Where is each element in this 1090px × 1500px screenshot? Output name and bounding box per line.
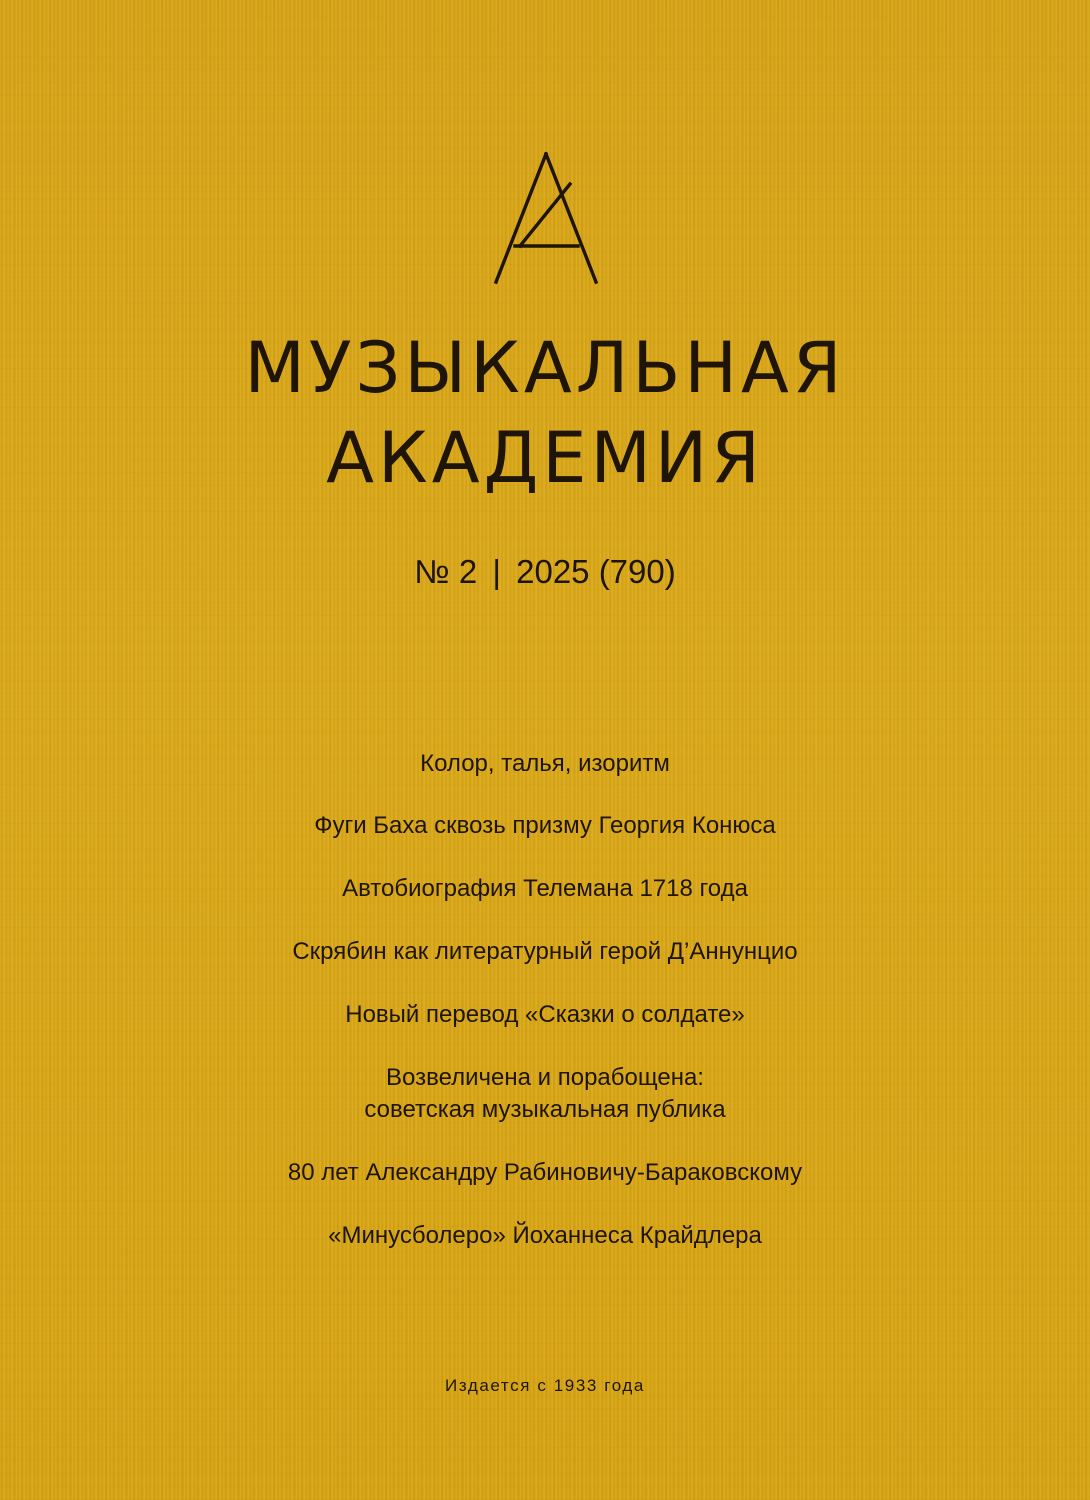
issue-separator: | (492, 553, 501, 590)
contents-item-4: Скрябин как литературный герой Д’Аннунцио (292, 938, 798, 965)
published-since: Издается с 1933 года (445, 1376, 645, 1395)
issue-number: № 2 (414, 553, 478, 590)
contents-item-3: Автобиография Телемана 1718 года (342, 875, 748, 902)
issue-info (0, 552, 1090, 592)
issue-year: 2025 (790) (516, 553, 676, 590)
contents-item-2: Фуги Баха сквозь призму Георгия Конюса (314, 812, 776, 839)
contents-item-5: Новый перевод «Сказки о солдате» (345, 1001, 745, 1028)
contents-item-6-line-2: советская музыкальная публика (364, 1096, 726, 1123)
contents-item-7: 80 лет Александру Рабиновичу-Бараковскому (287, 1159, 803, 1186)
journal-title-line-1: МУЗЫКАЛЬНАЯ (244, 327, 846, 409)
journal-title-line-2: АКАДЕМИЯ (326, 417, 764, 499)
contents-item-1: Колор, талья, изоритм (420, 750, 670, 777)
contents-item-8: «Минусболеро» Йоханнеса Крайдлера (328, 1222, 762, 1249)
journal-logo-icon (488, 150, 603, 286)
contents-item-6-line-1: Возвеличена и порабощена: (386, 1064, 704, 1091)
